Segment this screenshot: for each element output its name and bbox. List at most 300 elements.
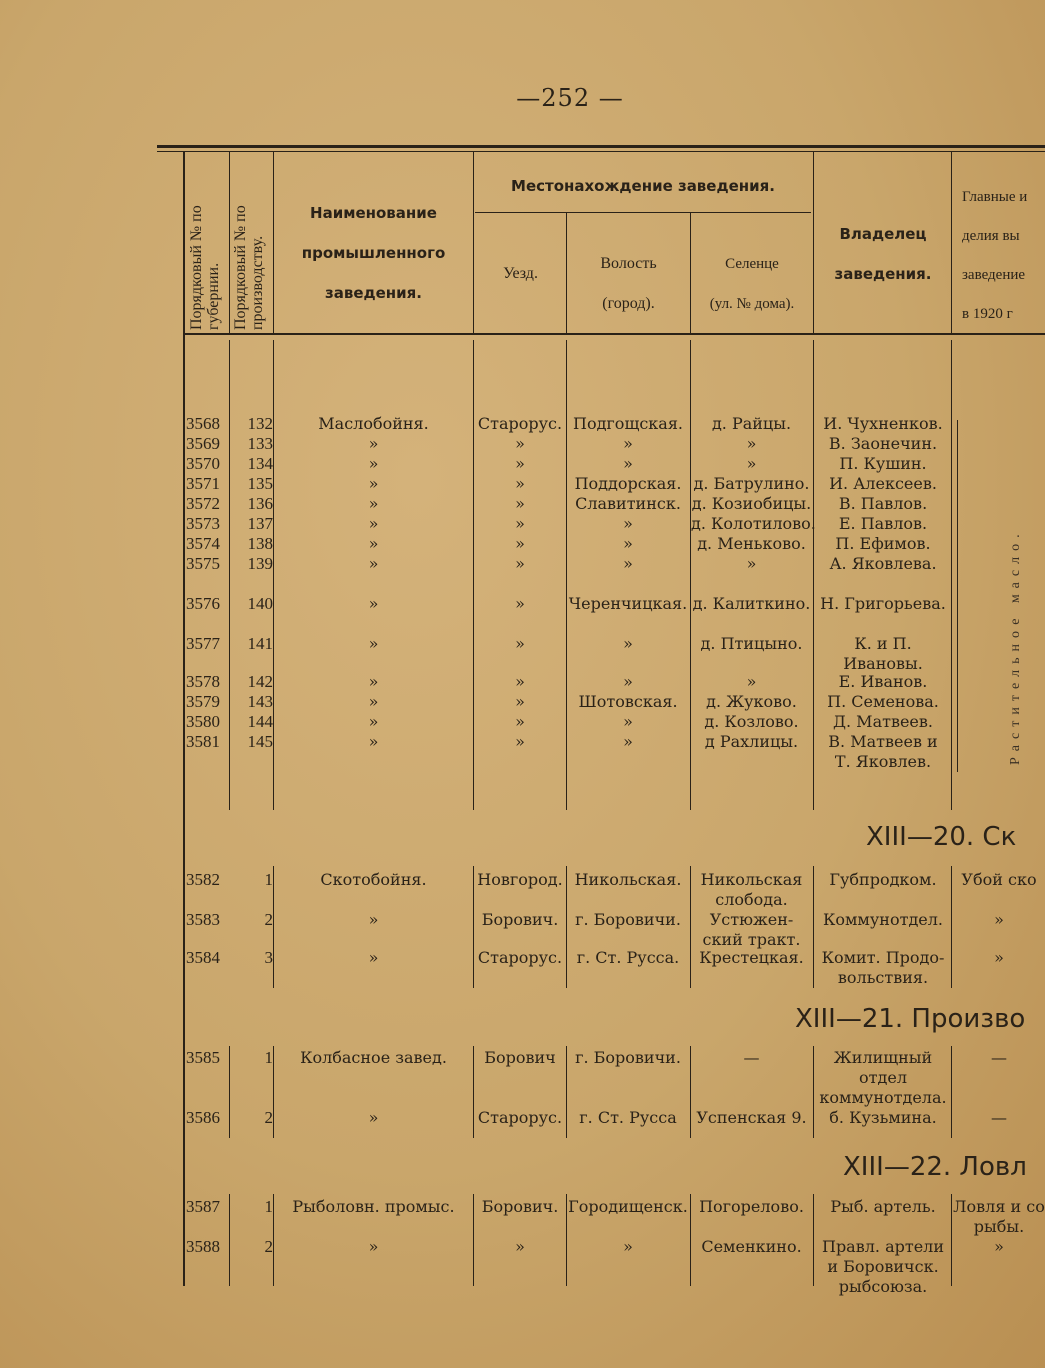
cell-line: 3570 <box>186 454 220 473</box>
cell-prod <box>231 870 273 890</box>
col-divider <box>473 1046 474 1138</box>
cell-name <box>276 494 471 514</box>
cell-line: » <box>515 1237 525 1256</box>
cell-uezd <box>475 1237 565 1257</box>
cell-line: Н. Григорьева. <box>820 594 946 613</box>
cell-line: » <box>746 554 757 573</box>
cell-selenie <box>691 948 812 968</box>
cell-line: В. Матвеев и <box>828 732 938 751</box>
cell-line: Борович. <box>481 910 559 929</box>
cell-line: ский тракт. <box>702 930 801 949</box>
cell-selenie <box>691 534 812 554</box>
cell-line: 135 <box>247 474 273 493</box>
cell-main <box>953 910 1045 930</box>
cell-name <box>276 712 471 732</box>
cell-line: Старорус. <box>477 948 563 967</box>
cell-line: 3584 <box>186 948 220 967</box>
cell-line: 139 <box>247 554 273 573</box>
cell-line: 3569 <box>186 434 220 453</box>
cell-owner <box>815 672 951 692</box>
cell-line: » <box>515 454 525 473</box>
cell-line: Крестецкая. <box>699 948 804 967</box>
col-divider <box>473 866 474 988</box>
cell-line: 132 <box>247 414 273 433</box>
cell-line: г. Боровичи. <box>575 1048 681 1067</box>
cell-name <box>276 434 471 454</box>
cell-gub <box>186 454 230 474</box>
cell-line: д. Райцы. <box>711 414 792 433</box>
cell-prod <box>231 948 273 968</box>
cell-line: Маслобойня. <box>318 414 429 433</box>
cell-uezd <box>475 494 565 514</box>
cell-line: рыбы. <box>973 1217 1025 1236</box>
cell-line: д. Птицыно. <box>700 634 803 653</box>
cell-volost <box>567 434 689 454</box>
cell-uezd <box>475 534 565 554</box>
cell-line: Борович <box>484 1048 556 1067</box>
cell-name <box>276 414 471 434</box>
cell-gub <box>186 514 230 534</box>
cell-line: Подгощская. <box>572 414 683 433</box>
cell-uezd <box>475 732 565 752</box>
cell-line: 145 <box>247 732 273 751</box>
cell-line: И. Алексеев. <box>829 474 937 493</box>
cell-line: Поддорская. <box>574 474 682 493</box>
cell-gub <box>186 1237 230 1257</box>
cell-selenie <box>691 712 812 732</box>
cell-selenie <box>691 1237 812 1257</box>
cell-prod <box>231 712 273 732</box>
cell-prod <box>231 692 273 712</box>
cell-line: » <box>515 534 525 553</box>
cell-line: 142 <box>247 672 273 691</box>
cell-name <box>276 672 471 692</box>
header-col-volost: Волость (город). <box>600 255 657 312</box>
section-title-20: XIII—20. Ск <box>866 822 1017 852</box>
cell-line: Комит. Продо- <box>821 948 945 967</box>
cell-owner <box>815 732 951 772</box>
cell-selenie <box>691 594 812 614</box>
header-location-group: Местонахождение заведения. <box>511 177 775 195</box>
cell-gub <box>186 1108 230 1128</box>
cell-volost <box>567 870 689 890</box>
cell-name <box>276 948 471 968</box>
cell-line: » <box>623 514 633 533</box>
cell-owner <box>815 1108 951 1128</box>
cell-selenie <box>691 1108 812 1128</box>
cell-name <box>276 474 471 494</box>
cell-line: 3581 <box>186 732 220 751</box>
cell-owner <box>815 712 951 732</box>
cell-line: И. Чухненков. <box>823 414 943 433</box>
cell-line: » <box>515 712 525 731</box>
cell-volost <box>567 594 689 614</box>
cell-name <box>276 514 471 534</box>
cell-line: г. Ст. Русса <box>579 1108 677 1127</box>
cell-prod <box>231 514 273 534</box>
cell-line: Борович. <box>481 1197 559 1216</box>
cell-line: 133 <box>247 434 273 453</box>
header-col-selenie: Селенце (ул. № дома). <box>709 256 795 312</box>
cell-line: » <box>623 672 633 691</box>
col-divider <box>273 1046 274 1138</box>
cell-line: Рыболовн. промыс. <box>292 1197 455 1216</box>
header-col-prod: Порядковый № по производству. <box>232 205 266 330</box>
cell-line: Е. Павлов. <box>838 514 928 533</box>
cell-line: рыбсоюза. <box>838 1277 928 1296</box>
cell-line: » <box>368 692 379 711</box>
cell-gub <box>186 494 230 514</box>
cell-line: П. Ефимов. <box>835 534 931 553</box>
cell-gub <box>186 474 230 494</box>
cell-name <box>276 1108 471 1128</box>
cell-selenie <box>691 514 816 534</box>
cell-prod <box>231 494 273 514</box>
cell-line: » <box>368 534 379 553</box>
cell-line: Е. Иванов. <box>838 672 928 691</box>
cell-volost <box>567 692 689 712</box>
cell-line: 140 <box>247 594 273 613</box>
top-rule <box>157 145 1045 148</box>
cell-gub <box>186 732 230 752</box>
cell-line: » <box>515 672 525 691</box>
cell-line: и Боровичск. <box>827 1257 939 1276</box>
cell-line: 3571 <box>186 474 220 493</box>
cell-line: Жилищный <box>833 1048 933 1067</box>
cell-line: » <box>368 910 379 929</box>
cell-gub <box>186 434 230 454</box>
cell-line: 1 <box>264 1197 273 1216</box>
cell-uezd <box>475 414 565 434</box>
cell-line: Черенчицкая. <box>568 594 688 613</box>
cell-line: Устюжен- <box>709 910 794 929</box>
cell-prod <box>231 1197 273 1217</box>
col-divider <box>951 1046 952 1138</box>
cell-line: » <box>623 454 633 473</box>
cell-line: Никольская <box>700 870 803 889</box>
cell-line: 3585 <box>186 1048 220 1067</box>
cell-prod <box>231 454 273 474</box>
cell-line: 3582 <box>186 870 220 889</box>
col-divider <box>951 866 952 988</box>
cell-line: д Рахлицы. <box>704 732 799 751</box>
cell-uezd <box>475 692 565 712</box>
cell-line: » <box>368 1108 379 1127</box>
cell-volost <box>567 474 689 494</box>
cell-selenie <box>691 732 812 752</box>
cell-selenie <box>691 474 812 494</box>
header-col-name: Наименование промышленного заведения. <box>301 204 446 302</box>
cell-line: Правл. артели <box>821 1237 944 1256</box>
cell-line: Старорус. <box>477 1108 563 1127</box>
cell-line: 134 <box>247 454 273 473</box>
cell-line: 3 <box>264 948 273 967</box>
cell-owner <box>815 434 951 454</box>
cell-name <box>276 1197 471 1217</box>
cell-volost <box>567 534 689 554</box>
cell-volost <box>567 712 689 732</box>
col-divider <box>273 151 274 333</box>
cell-line: 136 <box>247 494 273 513</box>
cell-line: » <box>368 554 379 573</box>
cell-line: » <box>623 712 633 731</box>
cell-line: Никольская. <box>574 870 682 889</box>
cell-volost <box>567 672 689 692</box>
cell-owner <box>815 514 951 534</box>
cell-volost <box>567 1237 689 1257</box>
cell-selenie <box>691 634 812 654</box>
cell-name <box>276 870 471 890</box>
cell-owner <box>815 454 951 474</box>
cell-gub <box>186 712 230 732</box>
cell-line: А. Яковлева. <box>829 554 937 573</box>
cell-name <box>276 594 471 614</box>
cell-owner <box>815 634 951 674</box>
header-col-main: Главные и делия вы заведение в 1920 г <box>962 189 1028 322</box>
cell-line: » <box>623 554 633 573</box>
cell-line: 3579 <box>186 692 220 711</box>
cell-owner <box>815 870 951 890</box>
col-divider <box>473 151 474 333</box>
cell-line: д. Колотилово. <box>691 514 816 533</box>
section-title-21: XIII—21. Произво <box>795 1004 1026 1034</box>
cell-uezd <box>475 454 565 474</box>
col-divider <box>813 1194 814 1286</box>
cell-line: 3587 <box>186 1197 220 1216</box>
cell-volost <box>567 514 689 534</box>
cell-line: д. Батрулино. <box>693 474 810 493</box>
cell-line: 3573 <box>186 514 220 533</box>
cell-name <box>276 910 471 930</box>
cell-line: 3575 <box>186 554 220 573</box>
cell-prod <box>231 634 273 654</box>
cell-line: 2 <box>264 910 273 929</box>
cell-line: д. Меньково. <box>697 534 806 553</box>
cell-line: 138 <box>247 534 273 553</box>
col-divider <box>229 151 230 333</box>
cell-line: » <box>368 474 379 493</box>
cell-prod <box>231 474 273 494</box>
cell-line: » <box>994 1237 1004 1256</box>
cell-volost <box>567 414 689 434</box>
col-divider <box>273 866 274 988</box>
cell-line: » <box>515 494 525 513</box>
cell-line: » <box>994 910 1004 929</box>
cell-line: Шотовская. <box>578 692 678 711</box>
location-subrule <box>475 212 811 213</box>
cell-gub <box>186 1197 230 1217</box>
cell-line: 3583 <box>186 910 220 929</box>
cell-line: б. Кузьмина. <box>829 1108 937 1127</box>
cell-name <box>276 692 471 712</box>
cell-line: Погорелово. <box>699 1197 804 1216</box>
cell-line: коммунотдела. <box>819 1088 947 1107</box>
col-divider <box>951 340 952 810</box>
cell-line: 141 <box>247 634 273 653</box>
cell-line: Губпродком. <box>829 870 937 889</box>
cell-line: » <box>623 434 633 453</box>
cell-volost <box>567 634 689 654</box>
cell-main <box>953 948 1045 968</box>
cell-prod <box>231 910 273 930</box>
cell-line: 3568 <box>186 414 220 433</box>
cell-owner <box>815 414 951 434</box>
cell-gub <box>186 554 230 574</box>
cell-gub <box>186 594 230 614</box>
cell-gub <box>186 948 230 968</box>
header-col-owner: Владелец заведения. <box>834 225 932 283</box>
cell-line: Скотобойня. <box>320 870 427 889</box>
cell-line: 1 <box>264 1048 273 1067</box>
cell-selenie <box>691 434 812 454</box>
cell-owner <box>815 948 951 988</box>
cell-owner <box>815 1237 951 1297</box>
col-divider <box>273 340 274 810</box>
cell-line: » <box>515 594 525 613</box>
cell-uezd <box>475 514 565 534</box>
cell-line: 144 <box>247 712 273 731</box>
cell-selenie <box>691 414 812 434</box>
col-divider <box>273 1194 274 1286</box>
cell-line: 3576 <box>186 594 220 613</box>
cell-prod <box>231 1048 273 1068</box>
cell-name <box>276 634 471 654</box>
cell-line: г. Боровичи. <box>575 910 681 929</box>
cell-line: » <box>994 948 1004 967</box>
cell-volost <box>567 910 689 930</box>
cell-line: д. Калиткино. <box>692 594 811 613</box>
cell-selenie <box>691 870 812 910</box>
cell-line: — <box>991 1048 1007 1067</box>
cell-line: Д. Матвеев. <box>833 712 933 731</box>
cell-uezd <box>475 434 565 454</box>
cell-selenie <box>691 1197 812 1217</box>
cell-prod <box>231 434 273 454</box>
cell-line: слобода. <box>715 890 788 909</box>
cell-line: П. Кушин. <box>839 454 927 473</box>
cell-owner <box>815 534 951 554</box>
cell-line: » <box>623 634 633 653</box>
cell-gub <box>186 1048 230 1068</box>
cell-gub <box>186 870 230 890</box>
cell-line: » <box>515 634 525 653</box>
cell-name <box>276 732 471 752</box>
header-bottom-rule <box>183 333 1045 335</box>
cell-volost <box>567 454 689 474</box>
cell-selenie <box>691 672 812 692</box>
cell-line: » <box>623 732 633 751</box>
col-divider <box>813 151 814 333</box>
cell-line: 3578 <box>186 672 220 691</box>
cell-owner <box>815 594 951 614</box>
cell-volost <box>567 1048 689 1068</box>
cell-uezd <box>475 712 565 732</box>
cell-gub <box>186 634 230 654</box>
cell-line: отдел <box>859 1068 907 1087</box>
cell-line: » <box>746 434 757 453</box>
side-label: Растительное масло. <box>1008 528 1023 765</box>
cell-name <box>276 554 471 574</box>
cell-prod <box>231 732 273 752</box>
cell-line: 143 <box>247 692 273 711</box>
cell-name <box>276 1237 471 1257</box>
cell-line: П. Семенова. <box>827 692 939 711</box>
cell-line: 3588 <box>186 1237 220 1256</box>
cell-uezd <box>475 910 565 930</box>
cell-line: Убой ско <box>961 870 1037 889</box>
cell-line: » <box>368 672 379 691</box>
cell-main <box>953 870 1045 890</box>
cell-line: 2 <box>264 1108 273 1127</box>
cell-owner <box>815 1048 951 1108</box>
cell-gub <box>186 672 230 692</box>
cell-line: Городищенск. <box>568 1197 688 1216</box>
col-divider <box>813 1046 814 1138</box>
cell-line: » <box>368 454 379 473</box>
cell-line: д. Козлово. <box>704 712 799 731</box>
cell-line: 3586 <box>186 1108 220 1127</box>
cell-owner <box>815 494 951 514</box>
top-rule-thin <box>157 151 1045 152</box>
header-col-gub: Порядковый № по губернии. <box>188 205 222 330</box>
cell-uezd <box>475 1197 565 1217</box>
cell-line: Рыб. артель. <box>830 1197 936 1216</box>
cell-selenie <box>691 910 812 950</box>
cell-line: » <box>515 434 525 453</box>
cell-gub <box>186 910 230 930</box>
col-divider <box>951 1194 952 1286</box>
cell-uezd <box>475 1108 565 1128</box>
cell-line: 3580 <box>186 712 220 731</box>
cell-line: Успенская 9. <box>696 1108 807 1127</box>
col-divider <box>473 340 474 810</box>
cell-main <box>953 1108 1045 1128</box>
cell-line: Коммунотдел. <box>822 910 944 929</box>
col-divider <box>473 1194 474 1286</box>
cell-line: Славитинск. <box>575 494 681 513</box>
cell-prod <box>231 534 273 554</box>
cell-line: 3572 <box>186 494 220 513</box>
cell-selenie <box>691 1048 812 1068</box>
cell-volost <box>567 732 689 752</box>
cell-line: Новгород. <box>477 870 563 889</box>
cell-gub <box>186 534 230 554</box>
cell-owner <box>815 1197 951 1217</box>
cell-line: — <box>743 1048 760 1067</box>
cell-name <box>276 454 471 474</box>
cell-line: » <box>368 1237 379 1256</box>
cell-line: » <box>368 732 379 751</box>
cell-owner <box>815 910 951 930</box>
cell-prod <box>231 1108 273 1128</box>
cell-line: Старорус. <box>477 414 563 433</box>
col-divider <box>951 151 952 333</box>
cell-owner <box>815 692 951 712</box>
cell-selenie <box>691 454 812 474</box>
cell-line: » <box>368 634 379 653</box>
cell-line: Т. Яковлев. <box>834 752 932 771</box>
cell-volost <box>567 554 689 574</box>
cell-uezd <box>475 672 565 692</box>
cell-selenie <box>691 494 812 514</box>
cell-prod <box>231 1237 273 1257</box>
cell-name <box>276 1048 471 1068</box>
cell-line: » <box>746 454 757 473</box>
cell-line: Ивановы. <box>843 654 923 673</box>
cell-line: — <box>991 1108 1007 1127</box>
cell-line: 137 <box>247 514 273 533</box>
cell-line: Семенкино. <box>701 1237 802 1256</box>
